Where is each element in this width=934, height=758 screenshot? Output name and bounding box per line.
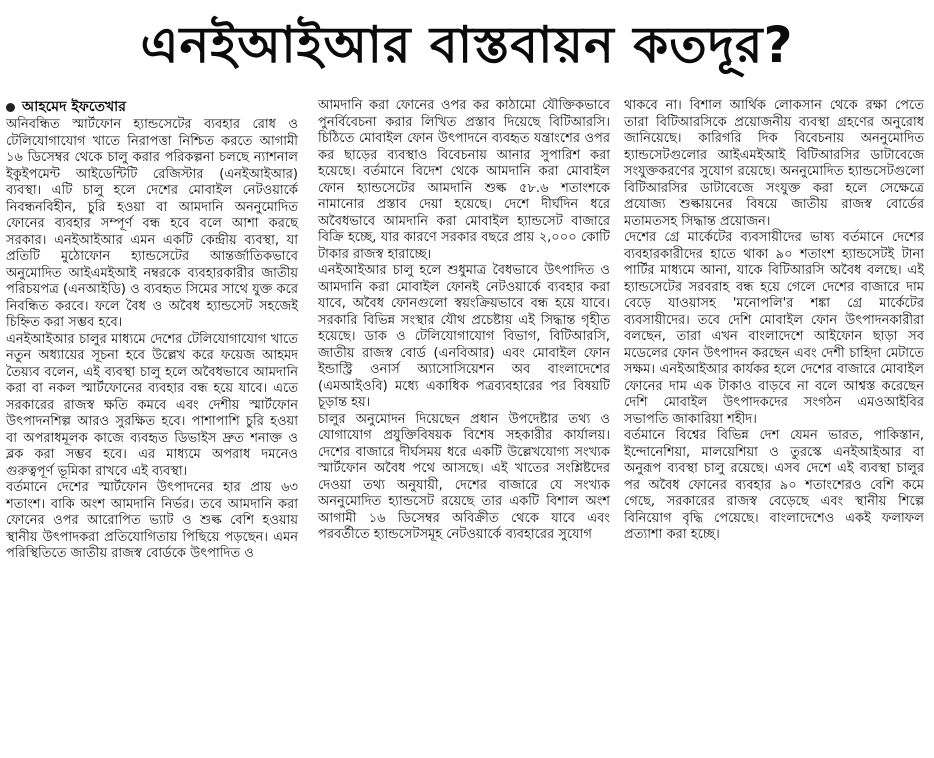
article-column-3 [624, 98, 924, 544]
byline [6, 98, 298, 116]
paragraph: চালুর অনুমোদন দিয়েছেন প্রধান উপদেষ্টার তথ্য ও যোগাযোগ প্রযুক্তিবিষয়ক বিশেষ সহকারীর কার্যালয়। দেশের বাজারে দীর্ঘসময় ধরে একটি উল্লেখযোগ্য সংখ্যক স্মার্টফোন অবৈধ পথে আসছে। এই খাতের সংশ্লিষ্টদের দেওয়া তথ্য অনুযায়ী, দেশের বাজারে যে সংখ্যক অননুমোদিত হ্যান্ডসেট রয়েছে তার একটি বিশাল অংশ আগামী ১৬ ডিসেম্বর অবিক্রীত থেকে যাবে এবং পরবর্তীতে হ্যান্ডসেটসমূহ নেটওয়ার্কে ব্যবহারের সুযোগ [318, 411, 610, 542]
paragraph: এনইআইআর চালুর মাধ্যমে দেশের টেলিযোগাযোগ খাতে নতুন অধ্যায়ের সূচনা হবে উল্লেখ করে ফয়েজ আহমদ তৈয়্যব বলেন, এই ব্যবস্থা চালু হলে অবৈধভাবে আমদানি করা বা নকল স্মার্টফোনের ব্যবহার বন্ধ হয়ে যাবে। এতে সরকারের রাজস্ব ক্ষতি কমবে এবং দেশীয় স্মার্টফোন উৎপাদনশিল্প আরও সুরক্ষিত হবে। পাশাপাশি চুরি হওয়া বা অপরাধমূলক কাজে ব্যবহৃত ডিভাইস দ্রুত শনাক্ত ও ব্লক করা সম্ভব হবে। এর মাধ্যমে অপরাধ দমনেও গুরুত্বপূর্ণ ভূমিকা রাখবে এই ব্যবস্থা। [6, 331, 298, 479]
article-column-2 [318, 98, 610, 544]
byline-author: আহমেদ ইফতেখার [22, 99, 126, 115]
paragraph: আমদানি করা ফোনের ওপর কর কাঠামো যৌক্তিকভাবে পুনর্বিবেচনা করার লিখিত প্রস্তাব দিয়েছে বিটিআরসি। চিঠিতে মোবাইল ফোন উৎপাদনে ব্যবহৃত যন্ত্রাংশের ওপর কর ছাড়ের ব্যবস্থাও বিবেচনায় আনার সুপারিশ করা হয়েছে। বর্তমানে বিদেশ থেকে আমদানি করা মোবাইল ফোন হ্যান্ডসেটের আমদানি শুল্ক ৫৮.৬ শতাংশকে নামানোর প্রস্তাব দেয়া হয়েছে। দেশে দীর্ঘদিন ধরে অবৈধভাবে আমদানি করা মোবাইল হ্যান্ডসেট বাজারে বিক্রি হচ্ছে, যার কারণে সরকার বছরে প্রায় ২,০০০ কোটি টাকার রাজস্ব হারাচ্ছে। [318, 98, 610, 262]
paragraph: বর্তমানে দেশের স্মার্টফোন উৎপাদনের হার প্রায় ৬৩ শতাংশ। বাকি অংশ আমদানি নির্ভর। তবে আমদানি করা ফোনের ওপর আরোপিত ভ্যাট ও শুল্ক বেশি হওয়ায় স্থানীয় উৎপাদকরা প্রতিযোগিতায় পিছিয়ে পড়ছেন। এমন পরিস্থিতিতে জাতীয় রাজস্ব বোর্ডকে উৎপাদিত ও [6, 480, 298, 561]
paragraph: থাকবে না। বিশাল আর্থিক লোকসান থেকে রক্ষা পেতে তারা বিটিআরসিকে প্রয়োজনীয় ব্যবস্থা গ্রহণের অনুরোধ জানিয়েছে। কারিগরি দিক বিবেচনায় অননুমোদিত হ্যান্ডসেটগুলোর আইএমইআই বিটিআরসির ডাটাবেজে সংযুক্তকরণের সুযোগ রয়েছে। অননুমোদিত হ্যান্ডসেটগুলো বিটিআরসির ডাটাবেজে সংযুক্ত করা হলে সেক্ষেত্রে প্রযোজ্য শুল্কায়নের বিষয়ে জাতীয় রাজস্ব বোর্ডের মতামতসহ সিদ্ধান্ত প্রয়োজন। [624, 98, 924, 229]
paragraph: অনিবন্ধিত স্মার্টফোন হ্যান্ডসেটের ব্যবহার রোধ ও টেলিযোগাযোগ খাতে নিরাপত্তা নিশ্চিত করতে আগামী ১৬ ডিসেম্বর থেকে চালু করার পরিকল্পনা চলছে ন্যাশনাল ইকুইপমেন্ট আইডেন্টিটি রেজিস্টার (এনইআইআর) ব্যবস্থা। এটি চালু হলে দেশের মোবাইল নেটওয়ার্কে নিবন্ধনবিহীন, চুরি হওয়া বা আমদানি অননুমোদিত ফোনের ব্যবহার সম্পূর্ণ বন্ধ হবে বলে আশা করছে সরকার। এনইআইআর এমন একটি কেন্দ্রীয় ব্যবস্থা, যা প্রতিটি মুঠোফোন হ্যান্ডসেটের আন্তর্জাতিকভাবে অনুমোদিত আইএমইআই নম্বরকে ব্যবহারকারীর জাতীয় পরিচয়পত্র (এনআইডি) ও ব্যবহৃত সিমের সাথে যুক্ত করে নিবন্ধিত করবে। ফলে বৈধ ও অবৈধ হ্যান্ডসেট সহজেই চিহ্নিত করা সম্ভব হবে। [6, 117, 298, 330]
bullet-icon [6, 103, 15, 112]
paragraph: বর্তমানে বিশ্বের বিভিন্ন দেশ যেমন ভারত, পাকিস্তান, ইন্দোনেশিয়া, মালয়েশিয়া ও তুরস্কে এনইআইআর বা অনুরূপ ব্যবস্থা চালু রয়েছে। এসব দেশে এই ব্যবস্থা চালুর পর অবৈধ ফোনের ব্যবহার ৯০ শতাংশেরও বেশি কমে গেছে, সরকারের রাজস্ব বেড়েছে এবং স্থানীয় শিল্পে বিনিয়োগ বৃদ্ধি পেয়েছে। বাংলাদেশেও একই ফলাফল প্রত্যাশা করা হচ্ছে। [624, 428, 924, 542]
article-column-1 [6, 98, 298, 563]
paragraph: এনইআইআর চালু হলে শুধুমাত্র বৈধভাবে উৎপাদিত ও আমদানি করা মোবাইল ফোনই নেটওয়ার্কে ব্যবহার করা যাবে, অবৈধ ফোনগুলো স্বয়ংক্রিয়ভাবে বন্ধ হয়ে যাবে। সরকারি বিভিন্ন সংস্থার যৌথ প্রচেষ্টায় এই সিদ্ধান্ত গৃহীত হয়েছে। ডাক ও টেলিযোগাযোগ বিভাগ, বিটিআরসি, জাতীয় রাজস্ব বোর্ড (এনবিআর) এবং মোবাইল ফোন ইন্ডাস্ট্রি ওনার্স অ্যাসোসিয়েশন অব বাংলাদেশের (এমআইওবি) মধ্যে একাধিক পত্রব্যবহারের পর বিষয়টি চূড়ান্ত হয়। [318, 263, 610, 410]
headline: এনইআইআর বাস্তবায়ন কতদূর? [140, 16, 794, 74]
paragraph: দেশের গ্রে মার্কেটের ব্যবসায়ীদের ভাষ্য বর্তমানে দেশের ব্যবহারকারীদের হাতে থাকা ৯০ শতাংশ হ্যান্ডসেটই টানা পার্টির মাধ্যমে আনা, যাকে বিটিআরসি অবৈধ বলছে। এই হ্যান্ডসেটের সরবরাহ বন্ধ হয়ে গেলে দেশের বাজারে দাম বেড়ে যাওয়াসহ 'মনোপলি'র শঙ্কা গ্রে মার্কেটের ব্যবসায়ীদের। তবে দেশি মোবাইল ফোন উৎপাদনকারীরা বলছেন, তারা এখন বাংলাদেশে আইফোন ছাড়া সব মডেলের ফোন উৎপাদন করছেন এবং দেশী চাহিদা মেটাতে সক্ষম। এনইআইআর কার্যকর হলে দেশের বাজারে মোবাইল ফোনের দাম এক টাকাও বাড়বে না বলে আশ্বস্ত করেছেন দেশি মোবাইল উৎপাদকদের সংগঠন এমওআইবির সভাপতি জাকারিয়া শহীদ। [624, 230, 924, 427]
